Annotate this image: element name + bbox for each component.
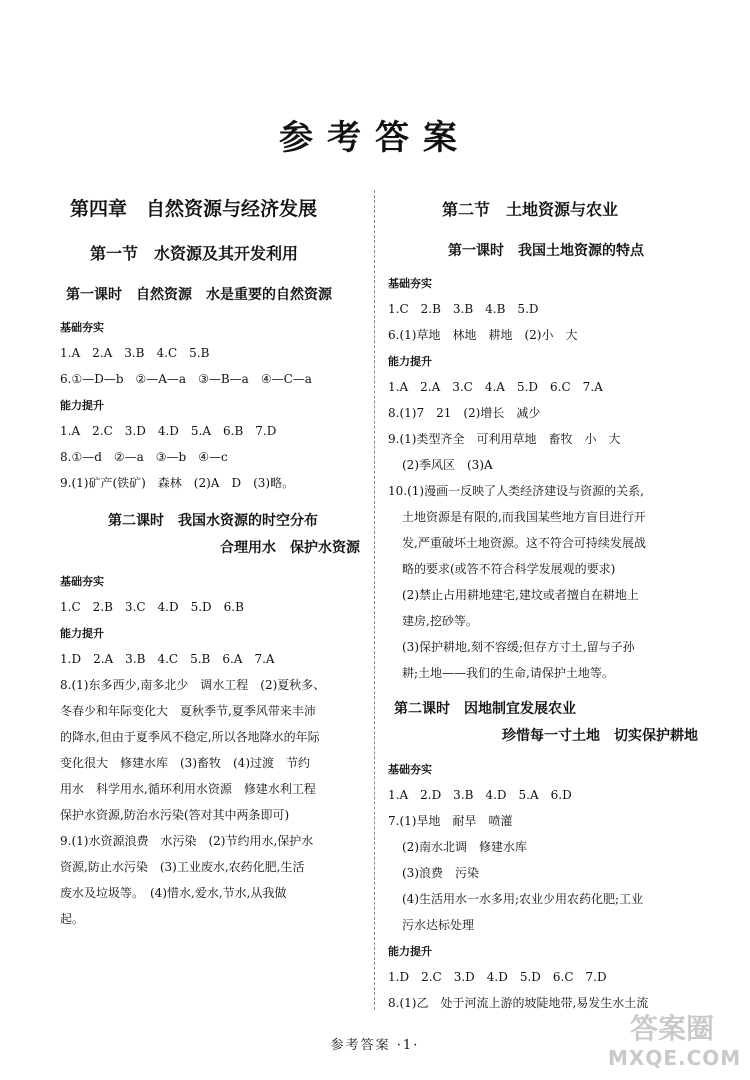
basic-heading: 基础夯实	[60, 575, 104, 588]
answer-line: 1.A 2.A 3.B 4.C 5.B	[60, 346, 210, 360]
answer-line: 资源,防止水污染 (3)工业废水,农药化肥,生活	[60, 860, 305, 874]
answer-line: (3)保护耕地,刻不容缓;但存方寸土,留与子孙	[402, 640, 635, 654]
answer-line: 6.(1)草地 林地 耕地 (2)小 大	[388, 328, 578, 342]
answer-line: 保护水资源,防治水污染(答对其中两条即可)	[60, 808, 290, 822]
ability-heading: 能力提升	[60, 399, 104, 412]
ability-heading: 能力提升	[60, 627, 104, 640]
answer-line: 起。	[60, 912, 85, 926]
answer-line: 变化很大 修建水库 (3)畜牧 (4)过渡 节约	[60, 756, 310, 770]
answer-line: 1.D 2.A 3.B 4.C 5.B 6.A 7.A	[60, 652, 275, 666]
answer-line: 的降水,但由于夏季风不稳定,所以各地降水的年际	[60, 730, 320, 744]
answer-line: 9.(1)水资源浪费 水污染 (2)节约用水,保护水	[60, 834, 314, 848]
answer-line: 略的要求(或答不符合科学发展观的要求)	[402, 562, 616, 576]
answer-line: 用水 科学用水,循环利用水资源 修建水利工程	[60, 782, 316, 796]
answer-line: 1.A 2.C 3.D 4.D 5.A 6.B 7.D	[60, 424, 277, 438]
answer-line: 1.D 2.C 3.D 4.D 5.D 6.C 7.D	[388, 970, 607, 984]
basic-heading: 基础夯实	[60, 321, 104, 334]
lesson-title: 第一课时 我国土地资源的特点	[448, 243, 644, 259]
answer-line: 8.(1)乙 处于河流上游的坡陡地带,易发生水土流	[388, 996, 649, 1010]
watermark-url: MXQE.COM	[608, 1046, 742, 1070]
lesson-subtitle: 合理用水 保护水资源	[220, 540, 360, 556]
basic-heading: 基础夯实	[388, 277, 432, 290]
ability-heading: 能力提升	[388, 355, 432, 368]
answer-line: 9.(1)矿产(铁矿) 森林 (2)A D (3)略。	[60, 476, 295, 490]
answer-line: 8.(1)东多西少,南多北少 调水工程 (2)夏秋多、	[60, 678, 326, 692]
chapter-title: 第四章 自然资源与经济发展	[70, 198, 318, 220]
lesson-title: 第二课时 因地制宜发展农业	[394, 701, 576, 717]
section-title: 第二节 土地资源与农业	[442, 200, 619, 219]
answer-line: 发,严重破坏土地资源。这不符合可持续发展战	[402, 536, 646, 550]
answer-line: (4)生活用水一水多用;农业少用农药化肥;工业	[402, 892, 644, 906]
answer-line: 6.①—D—b ②—A—a ③—B—a ④—C—a	[60, 372, 312, 386]
answer-line: 1.C 2.B 3.C 4.D 5.D 6.B	[60, 600, 244, 614]
section-title: 第一节 水资源及其开发利用	[90, 244, 299, 263]
answer-line: 1.C 2.B 3.B 4.B 5.D	[388, 302, 539, 316]
answer-line: (2)南水北调 修建水库	[402, 840, 527, 854]
left-column	[60, 188, 360, 932]
answer-line: 7.(1)旱地 耐旱 喷灌	[388, 814, 513, 828]
answer-line: 8.(1)7 21 (2)增长 减少	[388, 406, 541, 420]
answer-line: 建房,挖砂等。	[402, 614, 478, 628]
answer-line: (3)浪费 污染	[402, 866, 479, 880]
right-column	[388, 188, 698, 1016]
page-footer: 参考答案 ·1·	[330, 1038, 420, 1053]
answer-line: 冬春少和年际变化大 夏秋季节,夏季风带来丰沛	[60, 704, 316, 718]
page-title: 参考答案	[279, 118, 471, 158]
lesson-title: 第二课时 我国水资源的时空分布	[108, 513, 318, 529]
answer-line: 耕;土地——我们的生命,请保护土地等。	[402, 666, 614, 680]
lesson-subtitle: 珍惜每一寸土地 切实保护耕地	[502, 728, 698, 744]
answer-line: 1.A 2.A 3.C 4.A 5.D 6.C 7.A	[388, 380, 603, 394]
watermark-text: 答案圈	[629, 1012, 714, 1045]
answer-line: 8.①—d ②—a ③—b ④—c	[60, 450, 228, 464]
answer-line: 废水及垃圾等。 (4)惜水,爱水,节水,从我做	[60, 886, 287, 900]
basic-heading: 基础夯实	[388, 763, 432, 776]
answer-line: (2)季风区 (3)A	[402, 458, 493, 472]
answer-line: 污水达标处理	[402, 918, 475, 932]
watermark-logo	[608, 1012, 742, 1074]
answer-line: 土地资源是有限的,而我国某些地方盲目进行开	[402, 510, 646, 524]
answer-line: (2)禁止占用耕地建宅,建坟或者擅自在耕地上	[402, 588, 639, 602]
answer-line: 1.A 2.D 3.B 4.D 5.A 6.D	[388, 788, 572, 802]
column-divider	[374, 190, 376, 1010]
lesson-title: 第一课时 自然资源 水是重要的自然资源	[66, 287, 332, 303]
answer-line: 10.(1)漫画一反映了人类经济建设与资源的关系,	[388, 484, 644, 498]
ability-heading: 能力提升	[388, 945, 432, 958]
answer-line: 9.(1)类型齐全 可利用草地 畜牧 小 大	[388, 432, 621, 446]
